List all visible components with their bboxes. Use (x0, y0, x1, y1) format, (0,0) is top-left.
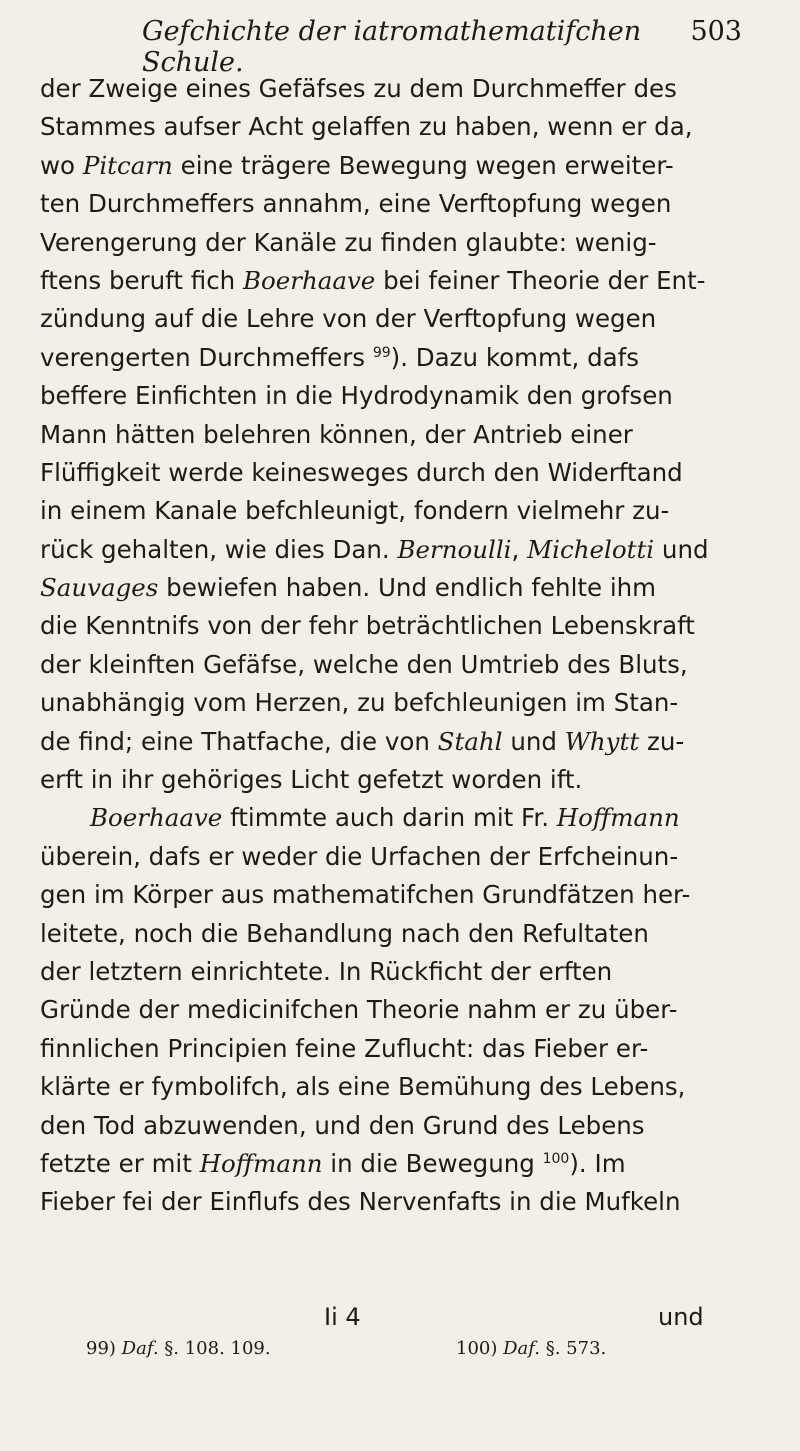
text-run: in die Bewegung (322, 1148, 543, 1178)
text-line (40, 147, 750, 185)
text-run: Flüffigkeit werde keinesweges durch den Widerftand (40, 457, 683, 487)
text-run: beffere Einfichten in die Hydrodynamik den grofsen (40, 381, 673, 411)
text-run: finnlichen Principien feine Zuflucht: das Fieber er- (40, 1033, 649, 1063)
italic-name: Hoffmann (199, 1148, 323, 1178)
signature-mark: Ii 4 (324, 1303, 361, 1331)
text-line (40, 569, 750, 607)
text-line (40, 70, 750, 108)
text-line (40, 339, 750, 377)
text-line (40, 915, 750, 953)
text-run: Fieber fei der Einflufs des Nervenfafts in die Mufkeln (40, 1187, 681, 1217)
footnote-100: 100) Daf. §. 573. (456, 1338, 607, 1359)
text-run: der Zweige eines Gefäfses zu dem Durchmeffer des (40, 74, 677, 103)
text-line (40, 876, 750, 914)
text-run: bewiefen haben. Und endlich fehlte ihm (158, 573, 657, 603)
text-line (40, 416, 750, 454)
text-line (40, 531, 750, 569)
text-run: wo (40, 150, 83, 180)
text-line (40, 377, 750, 415)
text-run: in einem Kanale befchleunigt, fondern vielmehr zu- (40, 496, 670, 526)
text-run: ftens beruft fich (40, 265, 243, 295)
text-run: gen im Körper aus mathematifchen Grundfätzen her- (40, 880, 691, 910)
text-run: die Kenntnifs von der fehr beträchtlichen Lebenskraft (40, 611, 695, 641)
italic-name: Boerhaave (90, 803, 223, 833)
text-line (40, 1183, 750, 1221)
text-run: unabhängig vom Herzen, zu befchleunigen im Stan- (40, 688, 679, 718)
footnote-ref: 99 (372, 344, 391, 361)
text-line (40, 492, 750, 530)
italic-name: Whytt (564, 726, 640, 756)
text-line (40, 838, 750, 876)
footnote-99: 99) Daf. §. 108. 109. (86, 1338, 271, 1359)
text-run: klärte er fymbolifch, als eine Bemühung des Lebens, (40, 1072, 686, 1102)
text-line (40, 1030, 750, 1068)
text-run: leitete, noch die Behandlung nach den Refultaten (40, 918, 649, 948)
text-run: Stammes aufser Acht gelaffen zu haben, wenn er da, (40, 112, 693, 142)
italic-name: Bernoulli (397, 534, 512, 564)
footnotes (86, 1333, 766, 1365)
text-run: und (502, 726, 565, 756)
catchword: und (658, 1303, 704, 1331)
italic-name: Sauvages (40, 573, 159, 603)
body-text (40, 70, 750, 1222)
text-line (40, 991, 750, 1029)
text-run: de find; eine Thatfache, die von (40, 726, 438, 756)
text-line (40, 262, 750, 300)
text-line (40, 1107, 750, 1145)
text-line (40, 799, 750, 837)
text-run: verengerten Durchmeffers (40, 342, 373, 372)
text-line (40, 607, 750, 645)
text-run: Verengerung der Kanäle zu finden glaubte: wenig- (40, 227, 657, 257)
text-run: , (511, 534, 528, 564)
text-line (40, 300, 750, 338)
text-line (40, 953, 750, 991)
text-run: und (654, 534, 709, 564)
text-run: den Tod abzuwenden, und den Grund des Lebens (40, 1110, 645, 1140)
text-run: zündung auf die Lehre von der Verftopfung wegen (40, 304, 657, 334)
text-run: ftimmte auch darin mit Fr. (222, 803, 557, 833)
italic-name: Boerhaave (243, 265, 376, 295)
footnote-ref: 100 (542, 1150, 570, 1167)
running-header (142, 16, 742, 78)
text-run: überein, dafs er weder die Urfachen der Erfcheinun- (40, 841, 679, 871)
text-run: ). Im (569, 1148, 626, 1178)
text-run: Gründe der medicinifchen Theorie nahm er zu über- (40, 995, 678, 1025)
text-run: zu- (639, 726, 685, 756)
text-line (40, 224, 750, 262)
italic-name: Michelotti (527, 534, 655, 564)
italic-name: Pitcarn (82, 150, 173, 180)
text-line (40, 454, 750, 492)
text-run: rück gehalten, wie dies Dan. (40, 534, 398, 564)
text-run: fetzte er mit (40, 1148, 200, 1178)
text-run: der kleinften Gefäfse, welche den Umtrieb des Bluts, (40, 649, 688, 679)
running-title: Gefchichte der iatromathematifchen Schule. (142, 16, 642, 78)
text-line (40, 185, 750, 223)
text-line (40, 646, 750, 684)
text-run: Mann hätten belehren können, der Antrieb einer (40, 419, 633, 449)
italic-name: Stahl (437, 726, 503, 756)
text-line (40, 761, 750, 799)
text-run: eine trägere Bewegung wegen erweiter- (172, 150, 674, 180)
italic-name: Hoffmann (556, 803, 680, 833)
text-line (40, 1068, 750, 1106)
text-line (40, 108, 750, 146)
text-run: ten Durchmeffers annahm, eine Verftopfung wegen (40, 189, 672, 219)
text-run: der letztern einrichtete. In Rückficht der erften (40, 956, 613, 986)
text-run: ). Dazu kommt, dafs (390, 342, 640, 372)
text-run: bei feiner Theorie der Ent- (375, 265, 706, 295)
text-line (40, 684, 750, 722)
text-line (40, 1145, 750, 1183)
page-number: 503 (690, 16, 742, 47)
text-run: erft in ihr gehöriges Licht gefetzt worden ift. (40, 765, 583, 795)
text-line (40, 723, 750, 761)
